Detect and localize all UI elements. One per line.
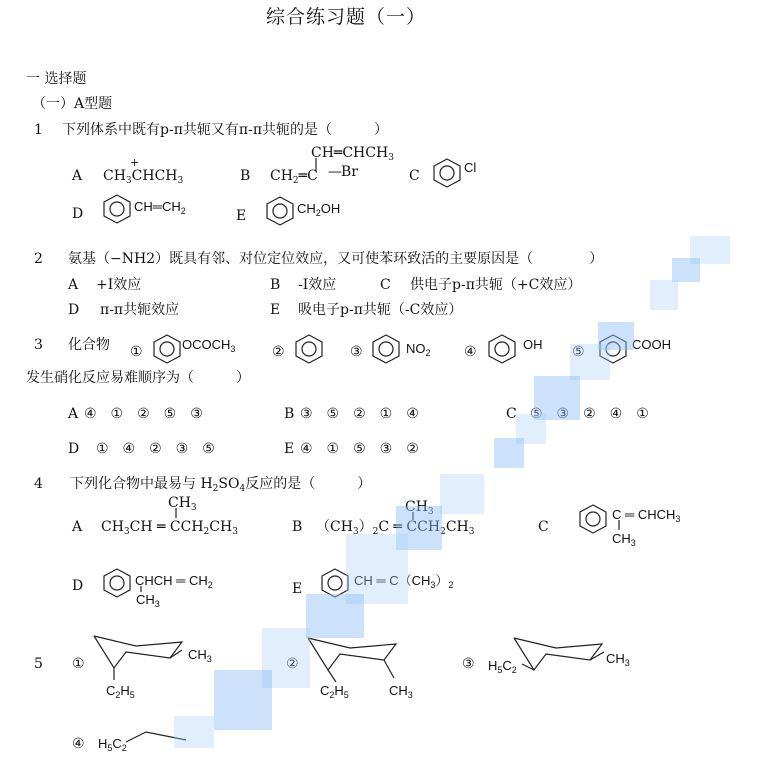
q4-option-c-right: C ═ $CHCH_3$ (612, 507, 681, 524)
q5-item-3-r1: $H_5C_2$ (488, 658, 517, 675)
q2-option-b-label: B (270, 277, 281, 293)
q2-option-d-text: π-π共轭效应 (100, 302, 180, 318)
q4-option-d-bottom: $CH_3$ (136, 592, 160, 609)
q1-option-a-label: A (72, 168, 83, 184)
benzene-ring-icon (102, 568, 132, 598)
q1-option-e-label: E (236, 208, 247, 224)
q1-option-a-formula: $CH_3CHCH_3$ (103, 168, 184, 186)
q3-compound-2-index: ② (272, 344, 285, 360)
q3-option-c-text: ⑤ ③ ② ④ ① (530, 406, 649, 422)
page-title: 综合练习题（一） (266, 6, 427, 28)
benzene-ring-icon (152, 334, 182, 364)
q3-option-c-label: C (506, 406, 517, 422)
q5-item-2-r1: $C_2H_5$ (320, 683, 349, 700)
benzene-ring-icon (294, 334, 324, 364)
q3-option-e-label: E (284, 441, 295, 457)
q3-option-b-label: B (284, 406, 295, 422)
q3-option-a-text: ④ ① ② ⑤ ③ (84, 406, 203, 422)
q2-option-c-label: C (380, 277, 391, 293)
q4-option-b-top: $CH_3$ (405, 499, 434, 517)
q5-item-1-r1: $CH_3$ (188, 647, 212, 664)
benzene-ring-icon (265, 196, 295, 226)
benzene-ring-icon (578, 504, 608, 534)
q4-stem: 下列化合物中最易与 $H_2SO_4$反应的是（ ） (70, 476, 372, 494)
q3-compound-1-sub: $OCOCH_3$ (182, 337, 236, 354)
q3-compound-5-sub: COOH (632, 337, 671, 352)
q3-option-b-text: ③ ⑤ ② ① ④ (300, 406, 419, 422)
q1-option-e-sub: $CH_2OH$ (297, 201, 341, 218)
q1-option-d-label: D (72, 206, 84, 222)
q1-stem: 下列体系中既有p-π共轭又有π-π共轭的是（ ） (62, 122, 389, 138)
q1-option-b-left: $CH_2═C$ (270, 168, 318, 186)
q5-item-3-index: ③ (462, 656, 475, 672)
q2-option-c-text: 供电子p-π共轭（+C效应） (410, 277, 582, 293)
q1-option-b-br: Br (341, 164, 358, 180)
q1-option-b-right: — (328, 164, 342, 180)
q4-option-e-right: CH ═ $C(CH_3)_2$ (354, 573, 454, 590)
q4-option-b-label: B (292, 519, 303, 535)
q5-number: 5 (34, 656, 43, 672)
q3-number: 3 (34, 337, 43, 353)
q3-option-a-label: A (68, 406, 79, 422)
q2-option-e-label: E (270, 302, 281, 318)
q3-compound-4-sub: OH (523, 337, 543, 352)
q1-option-b-label: B (240, 168, 251, 184)
q1-number: 1 (34, 122, 43, 138)
q1-option-c-label: C (409, 168, 420, 184)
q3-compound-3-index: ③ (350, 344, 363, 360)
q3-compound-1-index: ① (130, 344, 143, 360)
q1-option-b-top: $CH═CHCH_3$ (311, 145, 394, 163)
q5-item-1-r2: $C_2H_5$ (106, 683, 135, 700)
q2-stem: 氨基（−NH2）既具有邻、对位定位效应，又可使苯环致活的主要原因是（ ） (68, 251, 604, 267)
q5-item-1-index: ① (72, 656, 85, 672)
q4-option-a-bond (174, 508, 178, 518)
benzene-ring-icon (432, 158, 462, 186)
q4-option-e-label: E (292, 581, 303, 597)
q2-option-d-label: D (68, 302, 80, 318)
q2-option-b-text: -I效应 (298, 277, 337, 293)
q4-option-c-label: C (538, 519, 549, 535)
benzene-ring-icon (487, 334, 517, 364)
q4-option-b-formula: $(CH_3)_2C$ ═ $CCH_2CH_3$ (316, 519, 475, 537)
q5-item-4-index: ④ (72, 736, 85, 752)
q1-option-d-sub: $CH═CH_2$ (134, 199, 186, 216)
q4-option-c-bottom: $CH_3$ (612, 531, 636, 548)
subsection-heading: （一）A型题 (32, 96, 113, 112)
q3-option-e-text: ④ ① ⑤ ③ ② (300, 441, 419, 457)
q3-compound-5-index: ⑤ (572, 344, 585, 360)
q2-option-a-label: A (68, 277, 79, 293)
q5-item-4-r1: $H_5C_2$ (98, 736, 127, 753)
q3-compound-3-sub: $NO_2$ (406, 341, 431, 358)
q5-item-3-r2: $CH_3$ (606, 651, 630, 668)
q4-number: 4 (34, 476, 43, 492)
q3-option-d-label: D (68, 441, 80, 457)
q3-compound-4-index: ④ (464, 344, 477, 360)
q1-option-c-sub: Cl (464, 160, 477, 175)
q4-option-c-bond (617, 520, 621, 530)
q2-option-a-text: +I效应 (96, 277, 142, 293)
q4-option-a-label: A (72, 519, 83, 535)
benzene-ring-icon (371, 334, 401, 364)
q4-option-d-right: CHCH ═ $CH_2$ (135, 573, 213, 590)
section-heading: 一 选择题 (26, 71, 87, 87)
q3-stem: 发生硝化反应易难顺序为（ ） (26, 370, 250, 386)
cyclohexane-chair-icon (510, 634, 610, 684)
benzene-ring-icon (102, 194, 132, 224)
q4-option-d-label: D (72, 578, 84, 594)
q2-option-e-text: 吸电子p-π共轭（-C效应） (298, 302, 463, 318)
q1-option-a-plus: + (130, 156, 140, 169)
q4-option-a-formula: $CH_3CH$ ═ $CCH_2CH_3$ (101, 519, 238, 537)
cyclohexane-chair-icon (90, 628, 190, 688)
q4-option-a-top: $CH_3$ (168, 495, 197, 513)
q5-item-2-r2: $CH_3$ (389, 683, 413, 700)
q3-option-d-text: ① ④ ② ③ ⑤ (96, 441, 215, 457)
q5-item-2-index: ② (286, 656, 299, 672)
q2-number: 2 (34, 251, 43, 267)
q3-lead: 化合物 (68, 337, 110, 353)
